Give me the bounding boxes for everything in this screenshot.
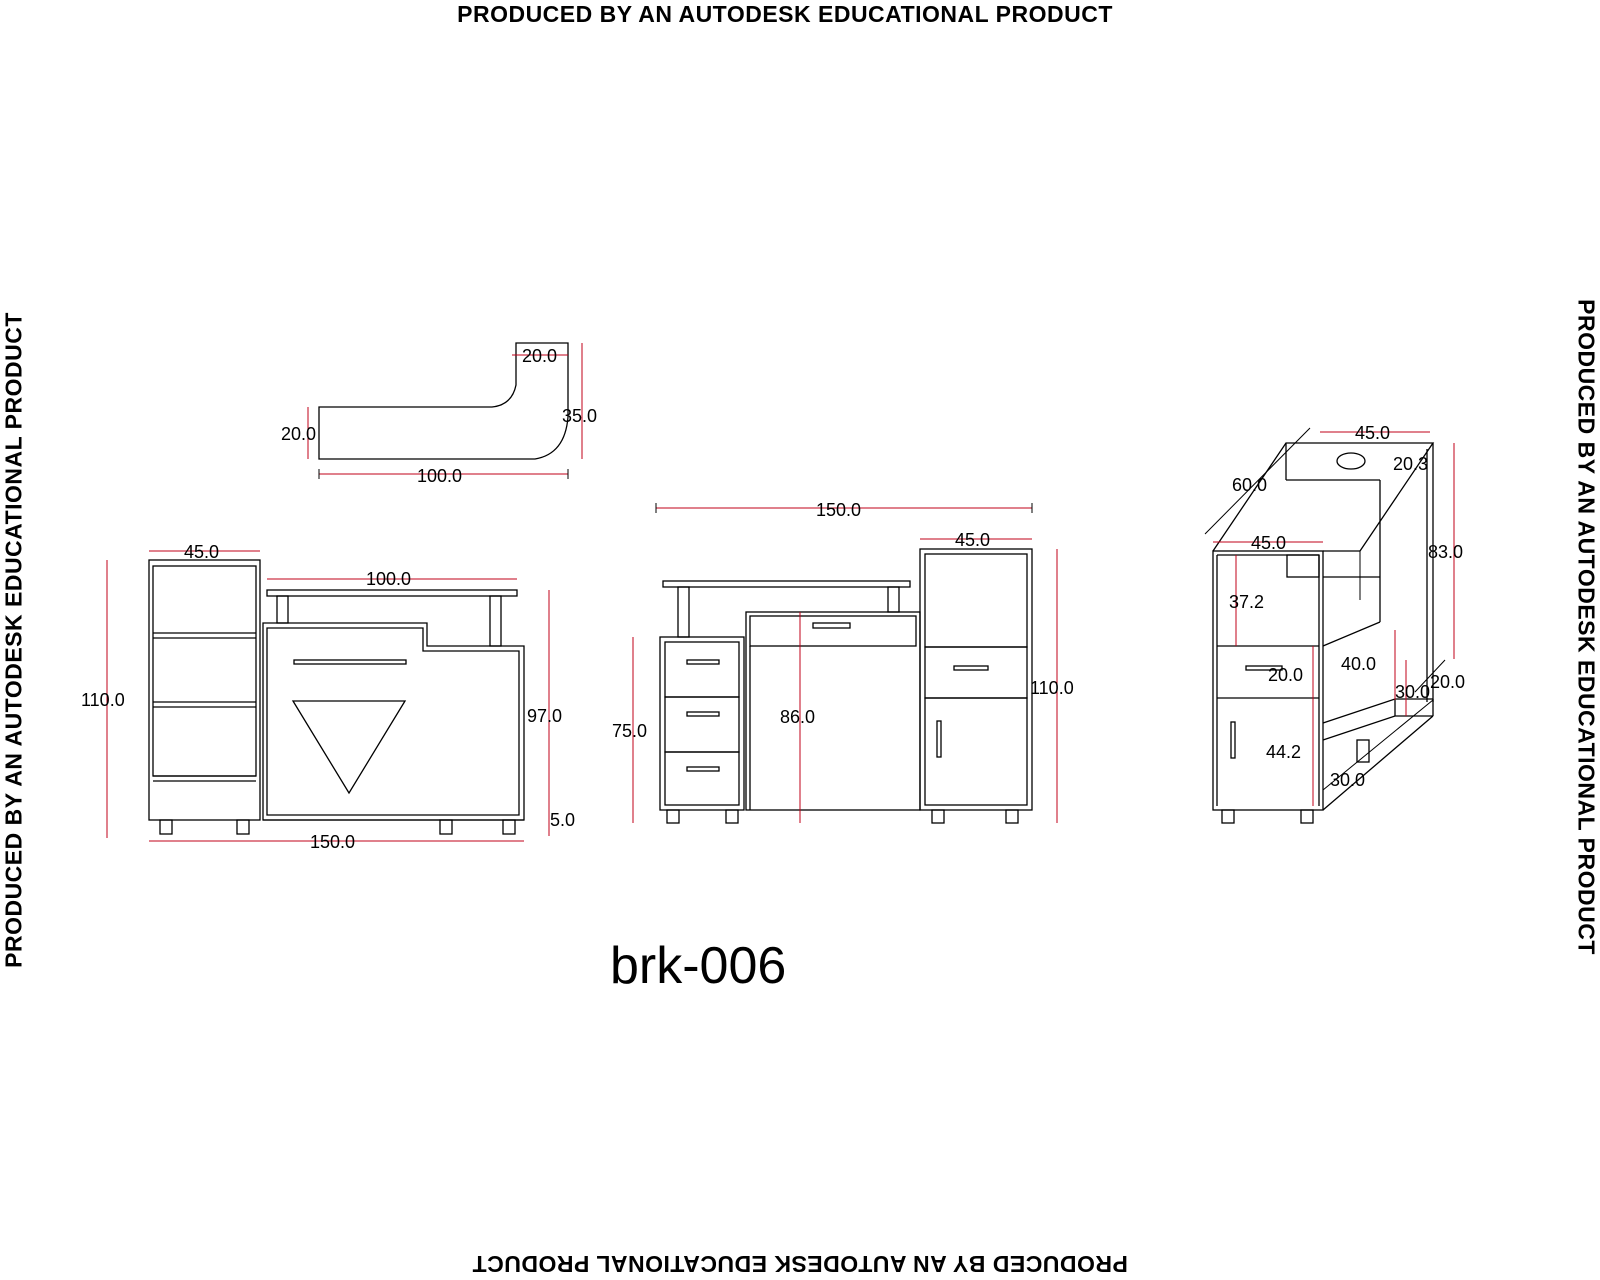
dim-fl-150: 150.0 (310, 832, 356, 852)
dim-fl-100: 100.0 (366, 569, 412, 589)
dim-sv-30-base: 30.0 (1330, 770, 1366, 790)
dim-fl-45: 45.0 (184, 542, 220, 562)
dim-fc-45: 45.0 (955, 530, 991, 550)
front-center-view (612, 500, 1074, 823)
dim-top-20-a: 20.0 (522, 346, 558, 366)
dim-sv-20-3: 20.3 (1393, 454, 1429, 474)
dim-fl-97: 97.0 (527, 706, 563, 726)
dim-fc-75: 75.0 (612, 721, 648, 741)
watermark-bottom: PRODUCED BY AN AUTODESK EDUCATIONAL PRODUCT (472, 1251, 1128, 1277)
drawing-code: brk-006 (610, 937, 787, 995)
dim-sv-20-drawer: 20.0 (1268, 665, 1304, 685)
dim-fl-110: 110.0 (81, 690, 125, 710)
dim-top-35: 35.0 (562, 406, 598, 426)
dim-sv-45-front: 45.0 (1251, 533, 1287, 553)
dim-sv-44-2: 44.2 (1266, 742, 1302, 762)
dim-sv-60: 60.0 (1232, 475, 1268, 495)
side-view (1205, 423, 1465, 823)
dim-top-20-b: 20.0 (281, 424, 317, 444)
dim-sv-45-top: 45.0 (1355, 423, 1391, 443)
watermark-right: PRODUCED BY AN AUTODESK EDUCATIONAL PRODUCT (1573, 299, 1600, 955)
dim-sv-30-shelf: 30.0 (1395, 682, 1431, 702)
dim-fl-5: 5.0 (550, 810, 576, 830)
dim-sv-20-shelf: 20.0 (1430, 672, 1466, 692)
dim-top-100: 100.0 (417, 466, 463, 486)
watermark-top: PRODUCED BY AN AUTODESK EDUCATIONAL PRODUCT (457, 1, 1113, 27)
dim-fc-110: 110.0 (1030, 678, 1074, 698)
dim-sv-83: 83.0 (1428, 542, 1464, 562)
dim-fc-86: 86.0 (780, 707, 816, 727)
watermark-left: PRODUCED BY AN AUTODESK EDUCATIONAL PRODUCT (0, 312, 27, 968)
dim-fc-150: 150.0 (816, 500, 862, 520)
dim-sv-40: 40.0 (1341, 654, 1377, 674)
top-view (281, 343, 597, 486)
front-left-view (81, 542, 575, 852)
dim-sv-37-2: 37.2 (1229, 592, 1265, 612)
